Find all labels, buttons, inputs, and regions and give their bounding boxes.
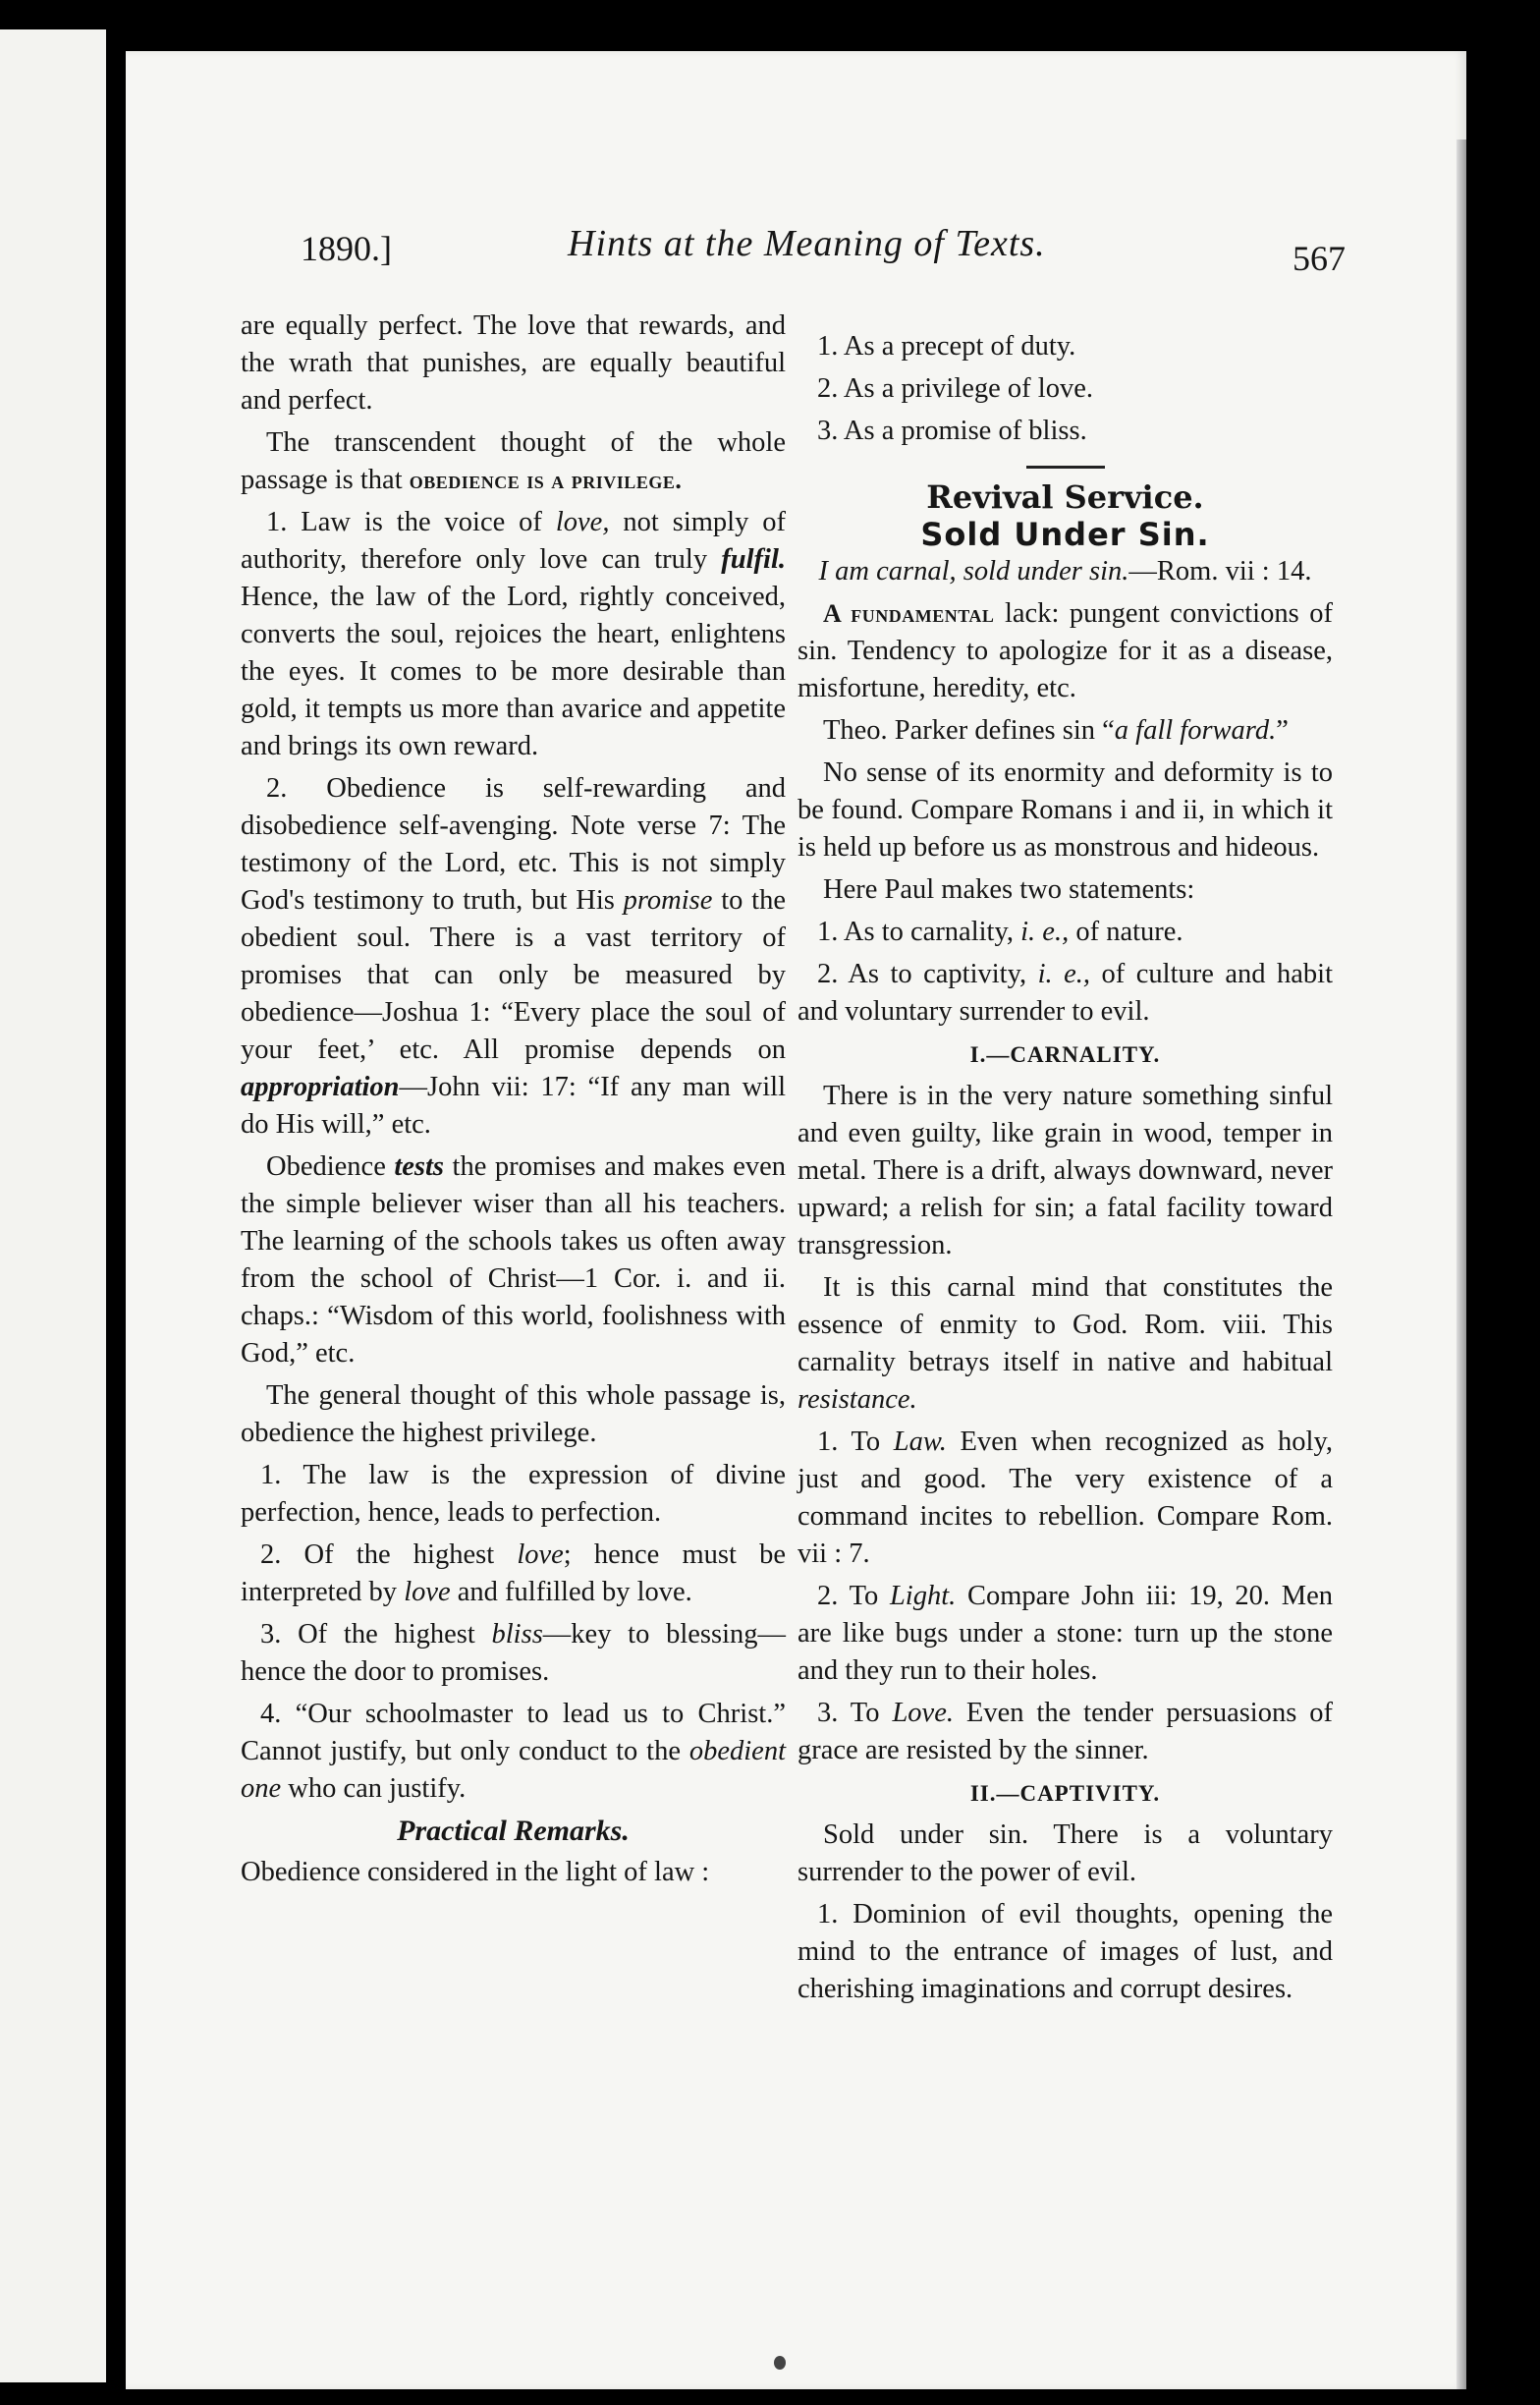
- list-item: 1. As a precept of duty.: [817, 331, 1076, 362]
- list-item: 4. “Our schoolmaster to lead us to Christ.” Cannot justify, but only conduct to the obedient one who can justify.: [241, 1699, 786, 1804]
- list-item: 2. Of the highest love; hence must be interpreted by love and fulfilled by love.: [241, 1539, 787, 1607]
- list-item: 2. To Light. Compare John iii: 19, 20. Men are like bugs under a stone: turn up the stone and they run to their holes.: [798, 1581, 1333, 1686]
- list-item: 1. Dominion of evil thoughts, opening the mind to the entrance of images of lust, and cherishing imaginations and corrupt desires.: [798, 1899, 1333, 2004]
- list-item: 3. To Love. Even the tender persuasions of grace are resisted by the sinner.: [798, 1698, 1334, 1765]
- paragraph: No sense of its enormity and deformity is to be found. Compare Romans i and ii, in which it is held up before us as monstrous and hideous.: [798, 757, 1333, 863]
- paragraph: The general thought of this whole passage is, obedience the highest privilege.: [241, 1380, 786, 1448]
- page-header: [165, 193, 1344, 291]
- paragraph: 1. Law is the voice of love, not simply of authority, therefore only love can truly fulfil. Hence, the law of the Lord, rightly conceived, converts the soul, rejoices the heart, enlightens the eyes. It comes to be more desirable than gold, it tempts us more than avarice and appetite and brings its own reward.: [241, 507, 786, 761]
- paragraph: Theo. Parker defines sin “a fall forward.”: [823, 715, 1289, 746]
- running-title: Hints at the Meaning of Texts.: [568, 223, 1046, 264]
- paragraph: 2. Obedience is self-rewarding and disobedience self-avenging. Note verse 7: The testimony of the Lord, etc. This is not simply God's testimony to truth, but His promise to the obedient soul. There is a vast territory of promises that can only be measured by obedience—Joshua 1: “Every place the soul of your feet,’ etc. All promise depends on appropriation—John vii: 17: “If any man will do His will,” etc.: [241, 773, 786, 1140]
- sermon-title: Sold Under Sin.: [920, 516, 1210, 553]
- divider: [1026, 466, 1105, 469]
- paragraph: A fundamental lack: pungent convictions of sin. Tendency to apologize for it as a disease, misfortune, heredity, etc.: [798, 598, 1333, 703]
- list-item: 3. Of the highest bliss—key to blessing—hence the door to promises.: [241, 1619, 786, 1687]
- list-item: 1. As to carnality, i. e., of nature.: [817, 917, 1183, 947]
- paragraph: There is in the very nature something sinful and even guilty, like grain in wood, temper in metal. There is a drift, always downward, never upward; a relish for sin; a fatal facility toward transgression.: [798, 1081, 1333, 1260]
- paragraph: Obedience considered in the light of law :: [241, 1857, 710, 1887]
- adjacent-page-edge: [0, 29, 106, 2382]
- scripture-text: I am carnal, sold under sin.—Rom. vii : 14.: [818, 556, 1312, 587]
- page-number: 567: [1292, 239, 1346, 278]
- paragraph: are equally perfect. The love that rewards, and the wrath that punishes, are equally beautiful and perfect.: [241, 310, 786, 416]
- left-column: [241, 308, 786, 1896]
- right-column: [798, 328, 1333, 2013]
- section-heading: II.—CAPTIVITY.: [969, 1781, 1161, 1806]
- list-item: 3. As a promise of bliss.: [817, 416, 1087, 446]
- list-item: 1. To Law. Even when recognized as holy, just and good. The very existence of a command incites to rebellion. Compare Rom. vii : 7.: [798, 1426, 1334, 1569]
- list-item: 2. As a privilege of love.: [817, 373, 1093, 404]
- section-heading: Practical Remarks.: [397, 1815, 630, 1847]
- list-item: 1. The law is the expression of divine perfection, hence, leads to perfection.: [241, 1460, 786, 1528]
- paragraph: It is this carnal mind that constitutes the essence of enmity to God. Rom. viii. This carnality betrays itself in native and habitual resistance.: [798, 1272, 1333, 1415]
- list-item: 2. As to captivity, i. e., of culture and habit and voluntary surrender to evil.: [798, 959, 1333, 1027]
- binding-mark: [774, 2356, 786, 2370]
- section-heading: I.—CARNALITY.: [969, 1042, 1161, 1067]
- paragraph: Obedience tests the promises and makes even the simple believer wiser than all his teachers. The learning of the schools takes us often away from the school of Christ—1 Cor. i. and ii. chaps.: “Wisdom of this world, foolishness with God,” etc.: [241, 1151, 787, 1369]
- paragraph: Here Paul makes two statements:: [823, 874, 1195, 905]
- paragraph: Sold under sin. There is a voluntary surrender to the power of evil.: [798, 1819, 1333, 1887]
- header-year: 1890.]: [301, 229, 392, 268]
- page-edge-shadow: [1457, 140, 1466, 2389]
- paragraph: The transcendent thought of the whole passage is that obedience is a privilege.: [241, 427, 786, 495]
- service-heading: Revival Service.: [926, 478, 1204, 516]
